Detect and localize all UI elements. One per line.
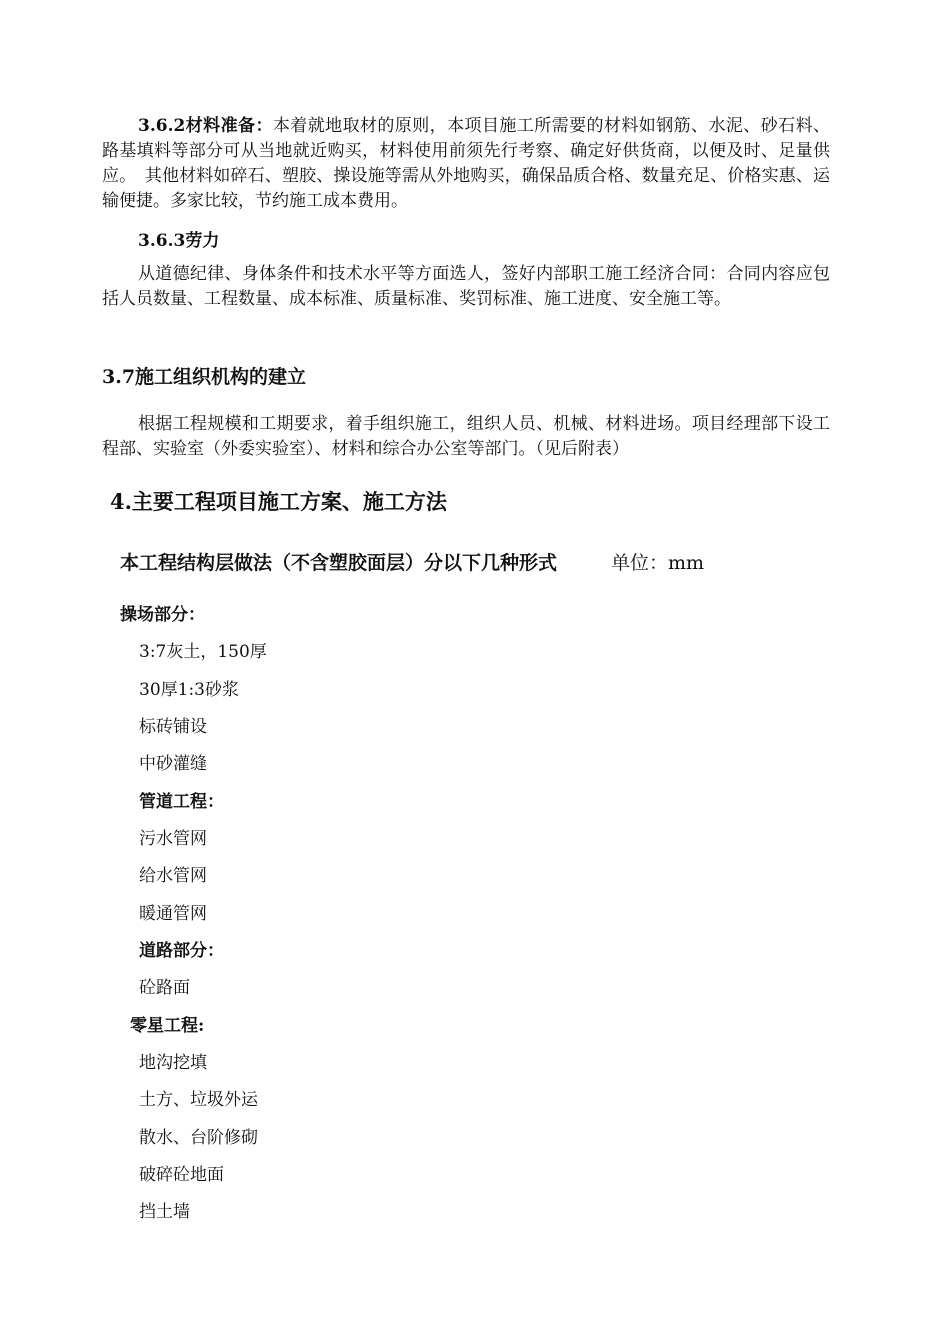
section-3-6-2-lead: 3.6.2材料准备： xyxy=(138,116,273,136)
list-item: 中砂灌缝 xyxy=(139,754,207,774)
list-item: 3:7灰土，150厚 xyxy=(139,642,267,662)
section-3-7-paragraph: 根据工程规模和工期要求，着手组织施工，组织人员、机械、材料进场。项目经理部下设工程部、实验室（外委实验室）、材料和综合办公室等部门。（见后附表） xyxy=(102,414,830,459)
list-item: 破碎砼地面 xyxy=(139,1165,224,1185)
unit-label: 单位：mm xyxy=(611,552,705,574)
list-item: 散水、台阶修砌 xyxy=(139,1128,258,1148)
playground-label: 操场部分： xyxy=(120,605,205,625)
road-label: 道路部分： xyxy=(139,941,224,961)
list-item: 砼路面 xyxy=(139,978,190,998)
section-3-6-3-paragraph: 从道德纪律、身体条件和技术水平等方面选人，签好内部职工施工经济合同：合同内容应包括人员数量、工程数量、成本标准、质量标准、奖罚标准、施工进度、安全施工等。 xyxy=(102,264,830,309)
list-item: 30厚1:3砂浆 xyxy=(139,680,239,700)
list-item: 挡土墙 xyxy=(139,1202,190,1222)
list-item: 地沟挖填 xyxy=(139,1053,207,1073)
structure-subheading-text: 本工程结构层做法（不含塑胶面层）分以下几种形式 xyxy=(120,552,558,574)
list-item: 暖通管网 xyxy=(139,904,207,924)
list-item: 污水管网 xyxy=(139,829,207,849)
pipeline-label: 管道工程： xyxy=(139,792,224,812)
list-item: 给水管网 xyxy=(139,866,207,886)
section-4-heading: 4.主要工程项目施工方案、施工方法 xyxy=(110,489,447,514)
section-3-6-3-heading: 3.6.3劳力 xyxy=(138,231,220,251)
list-item: 土方、垃圾外运 xyxy=(139,1090,258,1110)
misc-label: 零星工程: xyxy=(130,1016,205,1036)
structure-subheading xyxy=(120,548,704,575)
section-3-7-heading: 3.7施工组织机构的建立 xyxy=(102,366,307,388)
list-item: 标砖铺设 xyxy=(139,717,207,737)
section-3-6-2-paragraph xyxy=(102,114,830,214)
section-3-6-2-text: 本着就地取材的原则，本项目施工所需要的材料如钢筋、水泥、砂石料、路基填料等部分可从当地就近购买，材料使用前须先行考察、确定好供货商，以便及时、足量供应。 其他材料如碎石、塑胶、操设施等需从外地购买，确保品质合格、数量充足、价格实惠、运输便捷。多家比较，节约施工成本费用。 xyxy=(102,116,831,211)
